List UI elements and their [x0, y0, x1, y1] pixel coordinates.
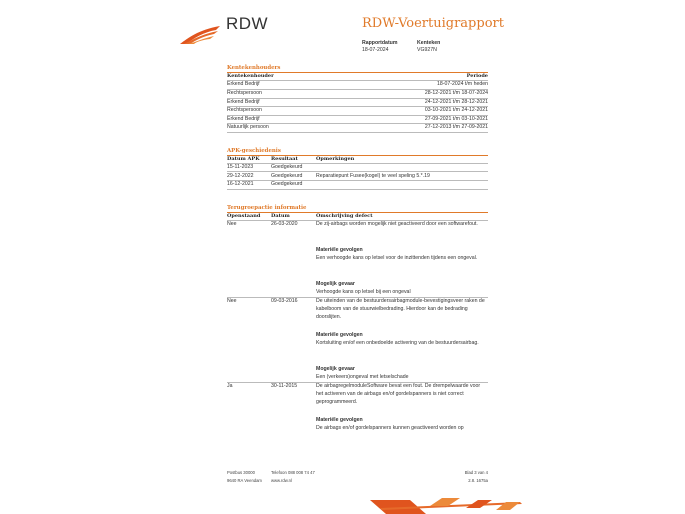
recall-danger: Een (verkeers)ongeval met letselschade [316, 374, 409, 380]
owner-holder: Rechtspersoon [227, 90, 262, 96]
apk-remarks: Reparatiepunt Fusee(kogel) te veel speling 5.*.19 [316, 173, 430, 179]
plate-value: VG927N [417, 47, 437, 53]
footer-stripes-icon [370, 496, 530, 514]
owner-holder: Rechtspersoon [227, 107, 262, 113]
footer-city: 9640 RA Veendam [227, 478, 262, 483]
owner-holder: Erkend Bedrijf [227, 99, 260, 105]
brand-name: RDW [226, 14, 269, 33]
recall-danger-label: Mogelijk gevaar [316, 366, 355, 372]
recall-danger: Verhoogde kans op letsel bij een ongeval [316, 289, 411, 295]
rdw-logo-icon [178, 24, 222, 46]
owner-period: 24-12-2021 t/m 28-12-2021 [424, 99, 488, 105]
apk-col-remarks: Opmerkingen [316, 156, 355, 162]
recall-material: Kortsluiting en/of een onbedoelde activering van de bestuurdersairbag. [316, 340, 479, 346]
owner-period: 18-07-2024 t/m heden [436, 81, 488, 87]
owner-period: 28-12-2021 t/m 18-07-2024 [424, 90, 488, 96]
recalls-col-date: Datum [271, 213, 290, 219]
report-title: RDW-Voertuigrapport [362, 16, 504, 31]
footer-contact [271, 469, 315, 485]
footer-page-info [440, 469, 488, 485]
footer-phone: Telefoon 088 008 74 47 [271, 470, 315, 475]
apk-result: Goedgekeurd [271, 164, 303, 170]
recall-date: 09-03-2016 [271, 298, 298, 304]
owner-period: 27-12-2013 t/m 27-09-2021 [424, 124, 488, 130]
row-divider [227, 163, 488, 164]
recall-date: 26-03-2020 [271, 221, 298, 227]
recall-open: Nee [227, 298, 237, 304]
recall-description: De zij-airbags worden mogelijk niet geactiveerd door een softwarefout. [316, 221, 478, 227]
recall-danger-label: Mogelijk gevaar [316, 281, 355, 287]
footer-postbus: Postbus 30000 [227, 470, 255, 475]
owners-col-holder: Kentekenhouder [227, 73, 274, 79]
apk-date: 29-12-2022 [227, 173, 254, 179]
apk-date: 16-12-2021 [227, 181, 254, 187]
row-divider [227, 132, 488, 133]
recall-material-label: Materiële gevolgen [316, 417, 363, 423]
footer-address [227, 469, 262, 485]
plate-label: Kenteken [417, 40, 441, 46]
recall-date: 30-11-2015 [271, 383, 298, 389]
recall-material-label: Materiële gevolgen [316, 332, 363, 338]
footer-code: 2.8. 1675a [468, 478, 488, 483]
owner-holder: Erkend Bedrijf [227, 116, 260, 122]
recalls-col-desc: Omschrijving defect [316, 213, 373, 219]
recall-material: Een verhoogde kans op letsel voor de inzittenden tijdens een ongeval. [316, 255, 478, 261]
owners-col-period: Periode [466, 73, 488, 79]
recall-material-label: Materiële gevolgen [316, 247, 363, 253]
report-date-block [362, 40, 397, 54]
recall-open: Nee [227, 221, 237, 227]
row-divider [227, 171, 488, 172]
owners-section-title: Kentekenhouders [227, 65, 281, 71]
recall-material: De airbags en/of gordelspanners kunnen geactiveerd worden op [316, 425, 464, 431]
divider [227, 155, 488, 156]
footer-web[interactable]: www.rdw.nl [271, 478, 292, 483]
recalls-col-open: Openstaand [227, 213, 261, 219]
footer-page: Blad 3 van 4 [464, 470, 488, 475]
apk-result: Goedgekeurd [271, 173, 303, 179]
apk-date: 15-11-2023 [227, 164, 254, 170]
owner-period: 03-10-2021 t/m 24-12-2021 [424, 107, 488, 113]
recall-description: De airbagregelmoduleSoftware bevat een fout. De drempelwaarde voor het activeren van de airbags en/of gordelspanners is niet correct geprogrammeerd. [316, 383, 481, 406]
owner-holder: Erkend Bedrijf [227, 81, 260, 87]
row-divider [227, 189, 488, 190]
report-date-value: 18-07-2024 [362, 47, 389, 53]
row-divider [227, 180, 488, 181]
plate-block [417, 40, 440, 54]
apk-result: Goedgekeurd [271, 181, 303, 187]
recalls-section-title: Terugroepactie informatie [227, 205, 307, 211]
apk-col-date: Datum APK [227, 156, 260, 162]
apk-col-result: Resultaat [271, 156, 298, 162]
owner-holder: Natuurlijk persoon [227, 124, 269, 130]
apk-section-title: APK-geschiedenis [227, 148, 281, 154]
recall-description: De uiteinden van de bestuurdersairbagmodule-bevestigingsveer raken de kabelboom van de stuurwielbedrading. Hierdoor kan de bedrading doorslijten. [316, 298, 485, 321]
owner-period: 27-09-2021 t/m 03-10-2021 [424, 116, 488, 122]
report-date-label: Rapportdatum [362, 40, 398, 46]
recall-open: Ja [227, 383, 233, 389]
